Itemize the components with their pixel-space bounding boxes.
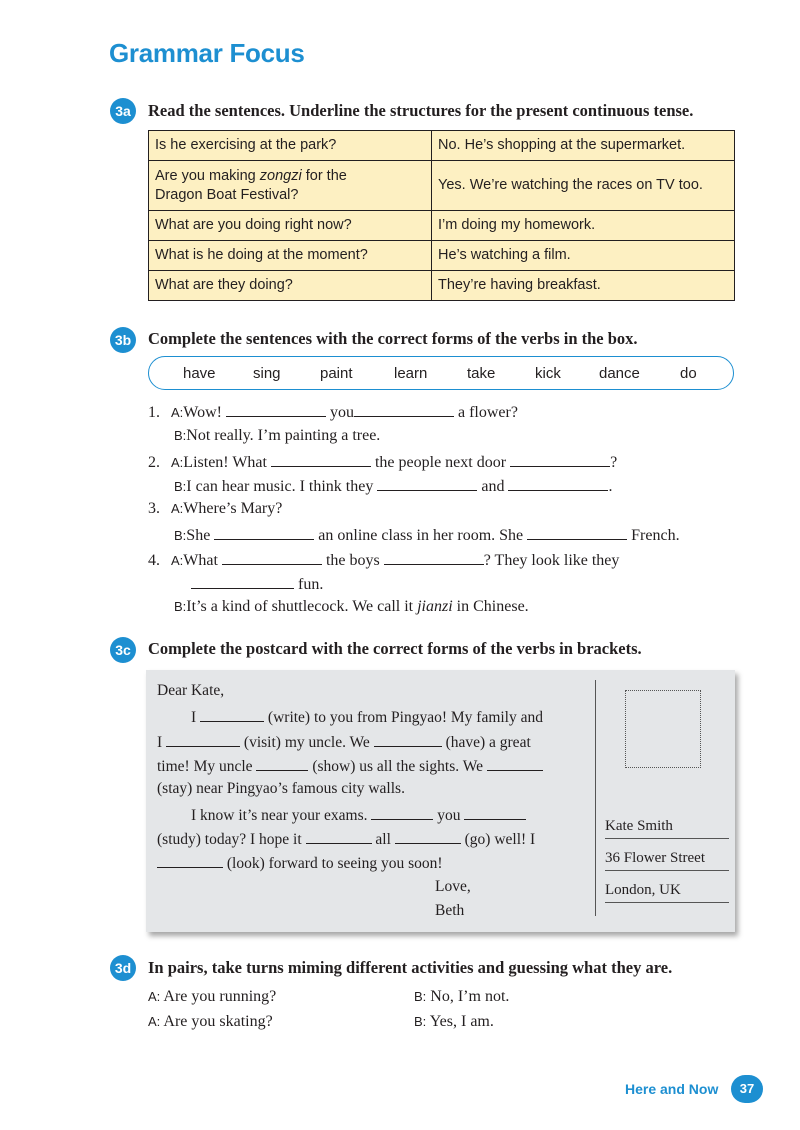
postcard-text: I	[157, 734, 163, 751]
postcard-line	[191, 707, 543, 727]
postcard-divider	[595, 680, 596, 916]
table-row	[149, 271, 735, 301]
word-box-item: sing	[253, 365, 281, 382]
postcard-text: (go) well! I	[464, 831, 536, 848]
footer-unit-title: Here and Now	[625, 1081, 719, 1097]
answer-blank[interactable]	[226, 402, 326, 417]
table-cell[interactable]: Yes. We’re watching the races on TV too.	[432, 161, 735, 211]
instruction-3b: Complete the sentences with the correct forms of the verbs in the box.	[148, 329, 638, 348]
sentence-text: and	[481, 478, 505, 495]
exercise-item-4a	[148, 550, 619, 570]
answer-blank[interactable]	[377, 476, 477, 491]
word-box-item: do	[680, 365, 697, 382]
answer-blank[interactable]	[166, 732, 240, 747]
dialogue-text: Yes, I am.	[429, 1013, 494, 1030]
postcard-text: (have) a great	[445, 734, 531, 751]
instruction-3c: Complete the postcard with the correct forms of the verbs in brackets.	[148, 639, 642, 658]
exercise-item-4a-cont	[191, 574, 323, 594]
speaker-label: A:	[171, 501, 184, 516]
postcard-line: (stay) near Pingyao’s famous city walls.	[157, 780, 405, 797]
word-box-item: dance	[599, 365, 640, 382]
exercise-item-3b	[174, 525, 680, 545]
speaker-label: A:	[171, 405, 184, 420]
speaker-label: B:	[174, 599, 187, 614]
sentence-text-italic: jianzi	[417, 598, 453, 615]
table-cell[interactable]: Is he exercising at the park?	[149, 131, 432, 161]
item-number: 1.	[148, 404, 160, 421]
sentence-text: the boys	[325, 552, 380, 569]
exercise-item-1a	[148, 402, 518, 422]
dialogue-line	[414, 1013, 494, 1031]
dialogue-line	[414, 988, 509, 1006]
speaker-label: B:	[174, 528, 187, 543]
speaker-label: B:	[174, 479, 187, 494]
answer-blank[interactable]	[464, 805, 526, 820]
address-line: London, UK	[605, 882, 729, 903]
instruction-3d: In pairs, take turns miming different activities and guessing what they are.	[148, 958, 673, 977]
dialogue-text: Are you skating?	[163, 1013, 273, 1030]
answer-blank[interactable]	[527, 525, 627, 540]
table-cell[interactable]: What are you doing right now?	[149, 211, 432, 241]
sentence-text: an online class in her room. She	[318, 527, 524, 544]
postcard-text: I know it’s near your exams.	[191, 807, 368, 824]
exercise-item-2b	[174, 476, 612, 496]
page-number: 37	[731, 1075, 763, 1103]
item-number: 2.	[148, 454, 160, 471]
speaker-label: A:	[171, 553, 184, 568]
table-cell[interactable]: I’m doing my homework.	[432, 211, 735, 241]
postcard-text: (write) to you from Pingyao! My family and	[267, 709, 543, 726]
word-box-item: kick	[535, 365, 561, 382]
postcard	[146, 670, 735, 932]
answer-blank[interactable]	[191, 574, 294, 589]
postcard-text: (visit) my uncle. We	[243, 734, 370, 751]
answer-blank[interactable]	[200, 707, 264, 722]
word-box-item: take	[467, 365, 496, 382]
postcard-text: (look) forward to seeing you soon!	[226, 855, 443, 872]
postcard-text: you	[437, 807, 461, 824]
table-cell[interactable]: What is he doing at the moment?	[149, 241, 432, 271]
sentence-text: fun.	[298, 576, 324, 593]
answer-blank[interactable]	[508, 476, 608, 491]
answer-blank[interactable]	[222, 550, 322, 565]
postcard-line	[157, 756, 543, 776]
postcard-closing: Love,	[435, 878, 471, 895]
section-badge-3c: 3c	[110, 637, 136, 663]
answer-blank[interactable]	[510, 452, 610, 467]
word-box-item: paint	[320, 365, 353, 382]
section-badge-3b: 3b	[110, 327, 136, 353]
word-box-item: learn	[394, 365, 428, 382]
word-box	[148, 356, 734, 390]
answer-blank[interactable]	[374, 732, 442, 747]
dialogue-text: No, I’m not.	[430, 988, 510, 1005]
table-row	[149, 211, 735, 241]
item-number: 3.	[148, 500, 160, 517]
dialogue-line	[148, 1013, 273, 1031]
answer-blank[interactable]	[157, 853, 223, 868]
page-title: Grammar Focus	[109, 38, 305, 68]
sentence-text: ? They look like they	[483, 552, 620, 569]
sentence-text: the people next door	[374, 454, 507, 471]
sentence-text: a flower?	[458, 404, 518, 421]
postcard-line	[157, 732, 531, 752]
section-badge-3d: 3d	[110, 955, 136, 981]
sentence-text: in Chinese.	[456, 598, 529, 615]
answer-blank[interactable]	[256, 756, 308, 771]
instruction-3a: Read the sentences. Underline the structures for the present continuous tense.	[148, 101, 694, 120]
table-row	[149, 241, 735, 271]
address-line: 36 Flower Street	[605, 850, 729, 871]
sentence-text: you	[330, 404, 354, 421]
answer-blank[interactable]	[271, 452, 371, 467]
postcard-line	[157, 853, 443, 873]
dialogue-line	[148, 988, 276, 1006]
table-row	[149, 131, 735, 161]
section-badge-3a: 3a	[110, 98, 136, 124]
sentence-text: .	[608, 478, 613, 495]
sentence-text: Wow!	[183, 404, 222, 421]
postcard-greeting: Dear Kate,	[157, 682, 225, 699]
exercise-item-1b	[174, 427, 380, 445]
sentence-text: French.	[631, 527, 680, 544]
word-box-item: have	[183, 365, 216, 382]
speaker-label: A:	[171, 455, 184, 470]
postcard-line	[157, 829, 535, 849]
speaker-label: B:	[414, 1014, 427, 1029]
table-cell[interactable]: They’re having breakfast.	[432, 271, 735, 301]
grammar-table	[148, 130, 735, 301]
postcard-text: I	[191, 709, 197, 726]
table-cell[interactable]: He’s watching a film.	[432, 241, 735, 271]
answer-blank[interactable]	[354, 402, 454, 417]
item-number: 4.	[148, 552, 160, 569]
exercise-item-3a	[148, 500, 282, 518]
postcard-text: (show) us all the sights. We	[312, 758, 483, 775]
exercise-item-4b	[174, 598, 529, 616]
table-row	[149, 161, 735, 211]
sentence-text: She	[186, 527, 211, 544]
postcard-text: (study) today? I hope it	[157, 831, 302, 848]
speaker-label: B:	[174, 428, 187, 443]
sentence-text: Where’s Mary?	[183, 500, 283, 517]
answer-blank[interactable]	[384, 550, 484, 565]
sentence-text: Not really. I’m painting a tree.	[186, 427, 381, 444]
sentence-text: Listen! What	[183, 454, 267, 471]
answer-blank[interactable]	[371, 805, 433, 820]
sentence-text: It’s a kind of shuttlecock. We call it	[186, 598, 414, 615]
dialogue-text: Are you running?	[163, 988, 277, 1005]
answer-blank[interactable]	[214, 525, 314, 540]
answer-blank[interactable]	[395, 829, 461, 844]
speaker-label: A:	[148, 1014, 161, 1029]
sentence-text: What	[183, 552, 218, 569]
stamp-box	[625, 690, 701, 768]
speaker-label: A:	[148, 989, 161, 1004]
table-cell[interactable]: No. He’s shopping at the supermarket.	[432, 131, 735, 161]
table-cell[interactable]: What are they doing?	[149, 271, 432, 301]
answer-blank[interactable]	[306, 829, 372, 844]
exercise-item-2a	[148, 452, 617, 472]
postcard-text: time! My uncle	[157, 758, 253, 775]
table-cell[interactable]: Are you making zongzi for the Dragon Boat Festival?	[149, 161, 432, 211]
postcard-text: all	[375, 831, 391, 848]
sentence-text: I can hear music. I think they	[186, 478, 374, 495]
answer-blank[interactable]	[487, 756, 543, 771]
postcard-signature: Beth	[435, 902, 465, 919]
speaker-label: B:	[414, 989, 427, 1004]
address-line: Kate Smith	[605, 818, 729, 839]
postcard-line	[191, 805, 526, 825]
sentence-text: ?	[610, 454, 618, 471]
